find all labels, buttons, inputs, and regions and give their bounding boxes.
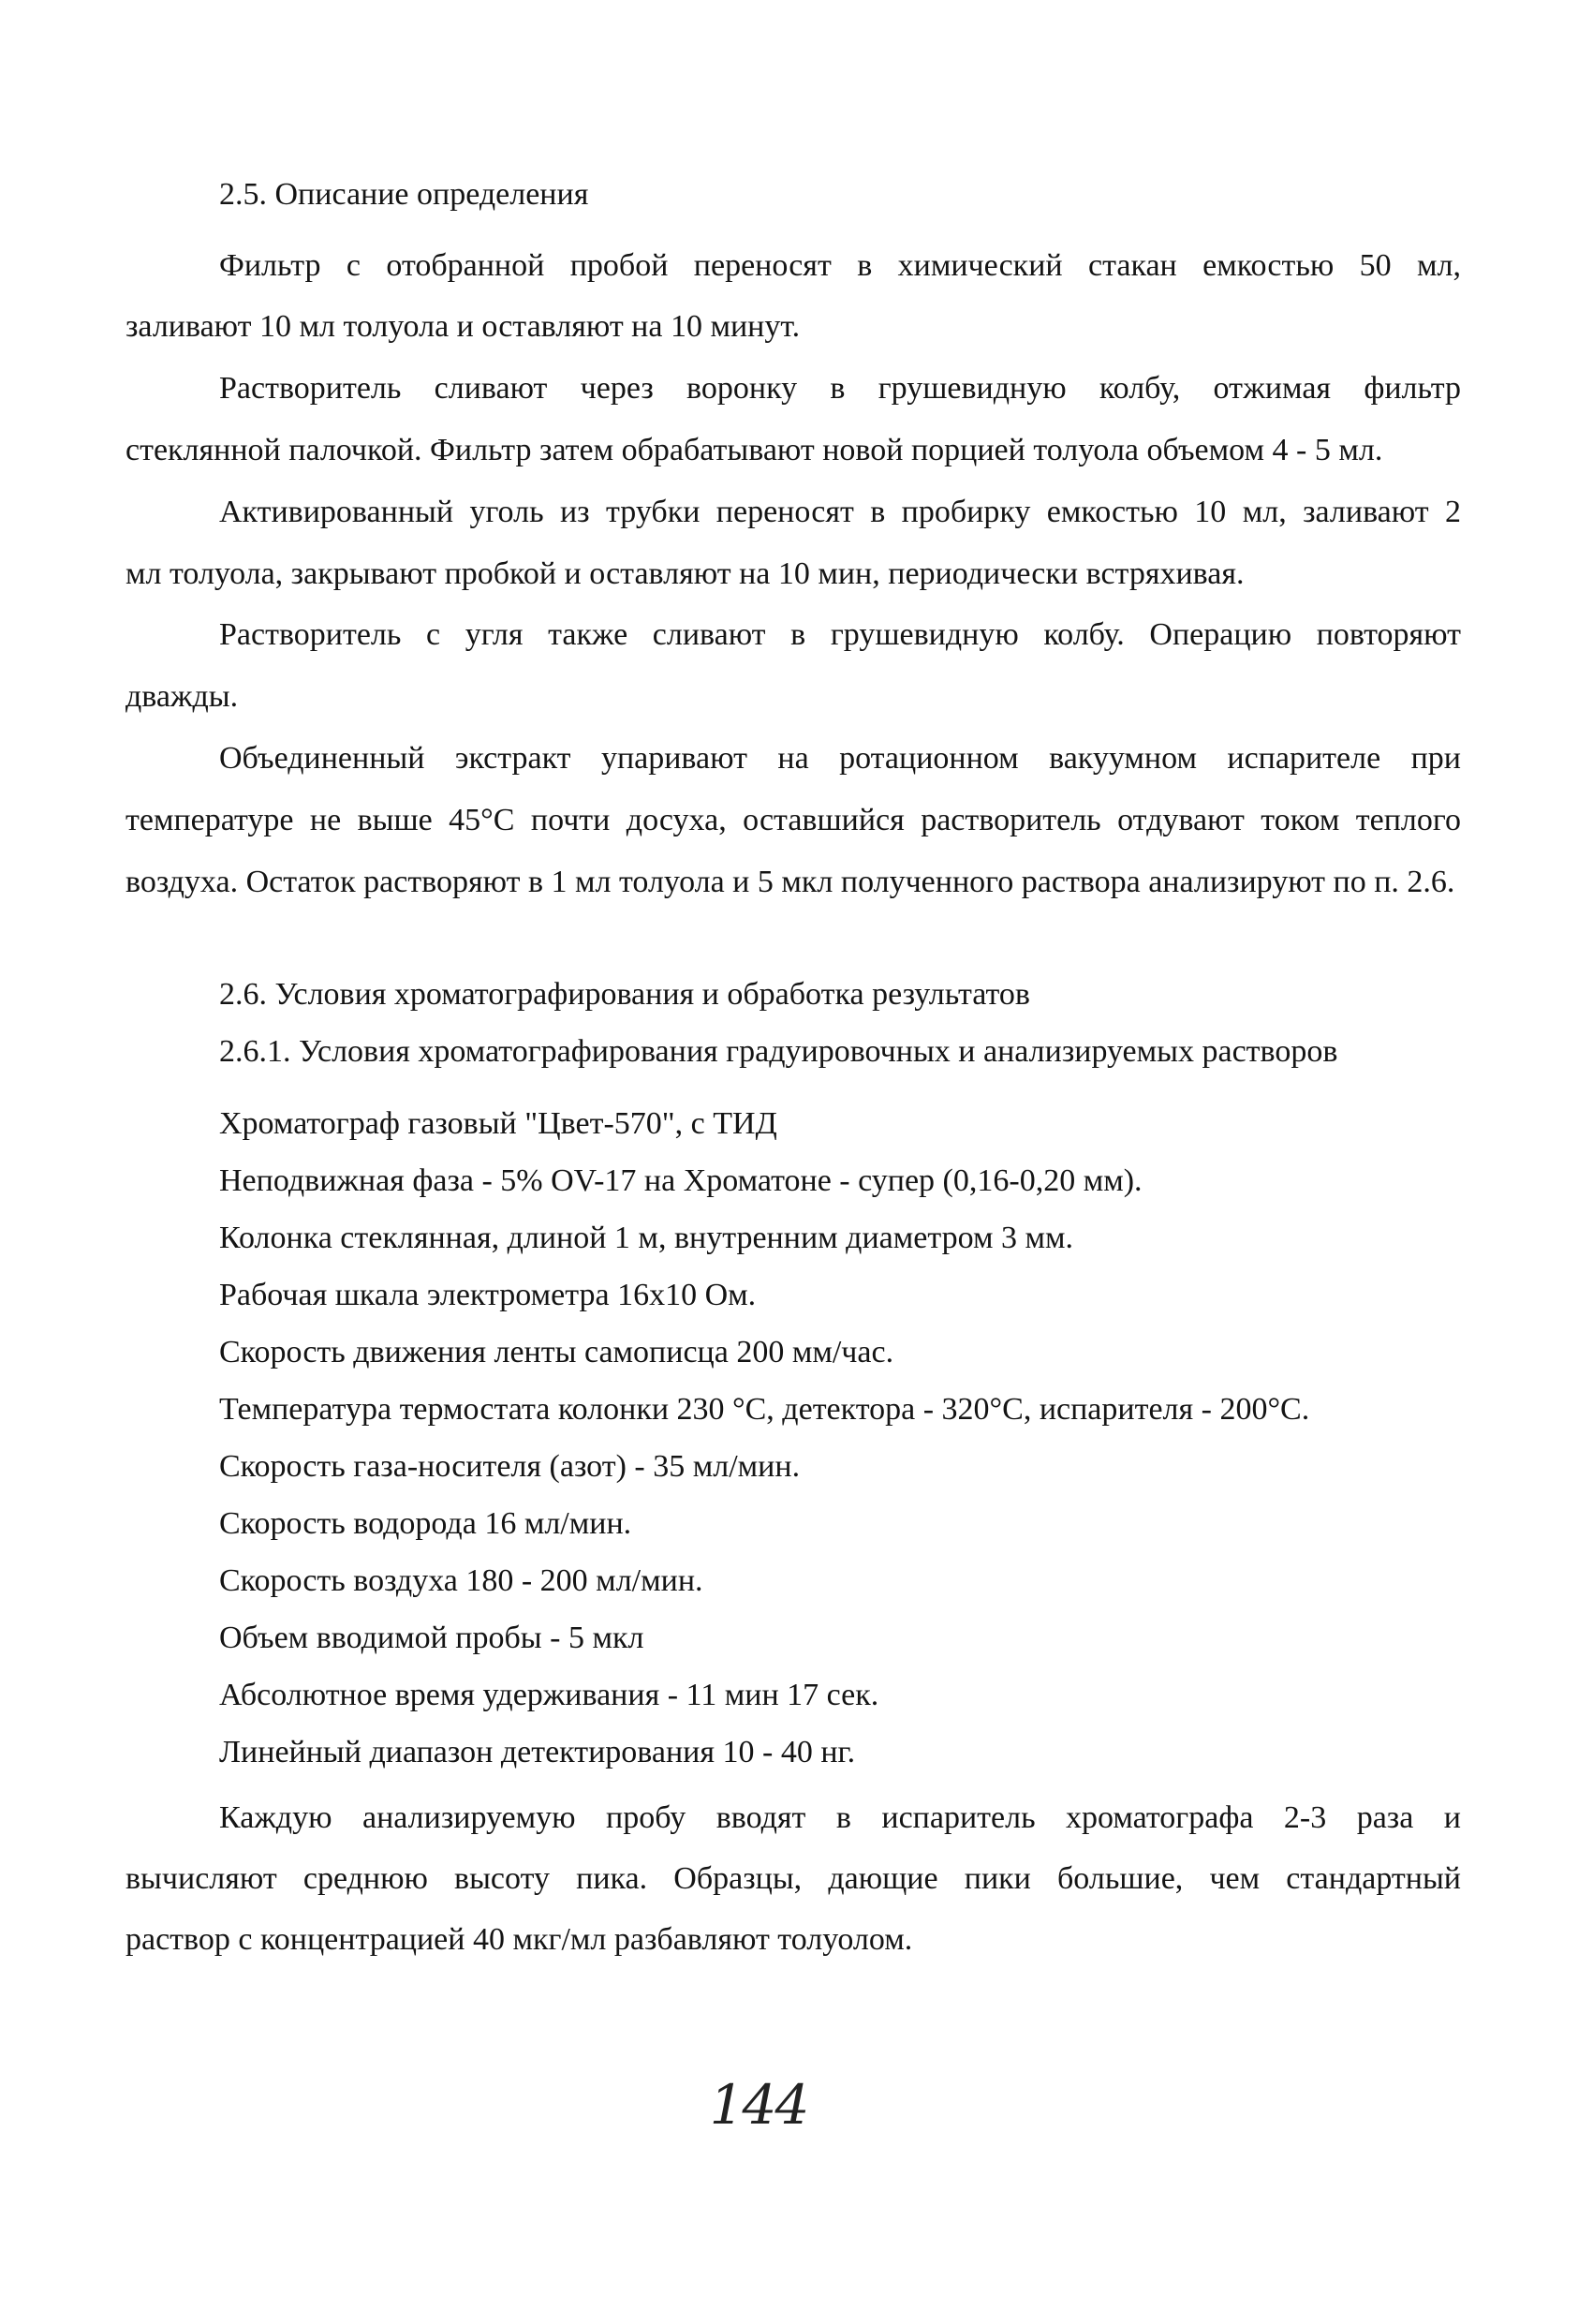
condition-item: Хроматограф газовый "Цвет-570", с ТИД [219, 1106, 777, 1141]
condition-item: Колонка стеклянная, длиной 1 м, внутренним диаметром 3 мм. [219, 1221, 1074, 1255]
condition-item: Линейный диапазон детектирования 10 - 40 нг. [219, 1735, 856, 1769]
paragraph-line: вычисляют среднюю высоту пика. Образцы, дающие пики большие, чем стандартный [125, 1861, 1461, 1896]
condition-item: Рабочая шкала электрометра 16х10 Ом. [219, 1278, 757, 1312]
paragraph-line: Растворитель сливают через воронку в грушевидную колбу, отжимая фильтр [219, 371, 1461, 406]
paragraph-line: Фильтр с отобранной пробой переносят в химический стакан емкостью 50 мл, [219, 248, 1461, 283]
condition-item: Скорость газа-носителя (азот) - 35 мл/мин. [219, 1449, 801, 1484]
paragraph-line: заливают 10 мл толуола и оставляют на 10 минут. [125, 309, 801, 344]
page-number: 144 [709, 2073, 808, 2137]
paragraph-line: воздуха. Остаток растворяют в 1 мл толуола и 5 мкл полученного раствора анализируют по п. 2.6. [125, 865, 1455, 899]
condition-item: Абсолютное время удерживания - 11 мин 17 сек. [219, 1678, 879, 1712]
condition-item: Неподвижная фаза - 5% OV-17 на Хроматоне - супер (0,16-0,20 мм). [219, 1163, 1143, 1198]
paragraph-line: раствор с концентрацией 40 мкг/мл разбавляют толуолом. [125, 1922, 913, 1957]
condition-item: Скорость воздуха 180 - 200 мл/мин. [219, 1563, 703, 1598]
condition-item: Температура термостата колонки 230 °С, детектора - 320°С, испарителя - 200°С. [219, 1392, 1310, 1427]
paragraph-line: мл толуола, закрывают пробкой и оставляют на 10 мин, периодически встряхивая. [125, 556, 1245, 591]
paragraph-line: Растворитель с угля также сливают в грушевидную колбу. Операцию повторяют [219, 617, 1461, 652]
paragraph-line: Активированный уголь из трубки переносят в пробирку емкостью 10 мл, заливают 2 [219, 495, 1461, 529]
paragraph-line: дважды. [125, 679, 239, 714]
condition-item: Скорость водорода 16 мл/мин. [219, 1506, 632, 1541]
paragraph-line: Объединенный экстракт упаривают на ротационном вакуумном испарителе при [219, 741, 1461, 776]
paragraph-line: стеклянной палочкой. Фильтр затем обрабатывают новой порцией толуола объемом 4 - 5 мл. [125, 433, 1383, 467]
section-heading-2-5: 2.5. Описание определения [219, 177, 589, 212]
paragraph-line: температуре не выше 45°С почти досуха, оставшийся растворитель отдувают током теплого [125, 803, 1461, 837]
condition-item: Скорость движения ленты самописца 200 мм/час. [219, 1335, 894, 1369]
condition-item: Объем вводимой пробы - 5 мкл [219, 1621, 644, 1655]
section-heading-2-6: 2.6. Условия хроматографирования и обработка результатов [219, 977, 1030, 1012]
subsection-heading-2-6-1: 2.6.1. Условия хроматографирования градуировочных и анализируемых растворов [219, 1034, 1338, 1069]
paragraph-line: Каждую анализируемую пробу вводят в испаритель хроматографа 2-3 раза и [219, 1800, 1461, 1835]
